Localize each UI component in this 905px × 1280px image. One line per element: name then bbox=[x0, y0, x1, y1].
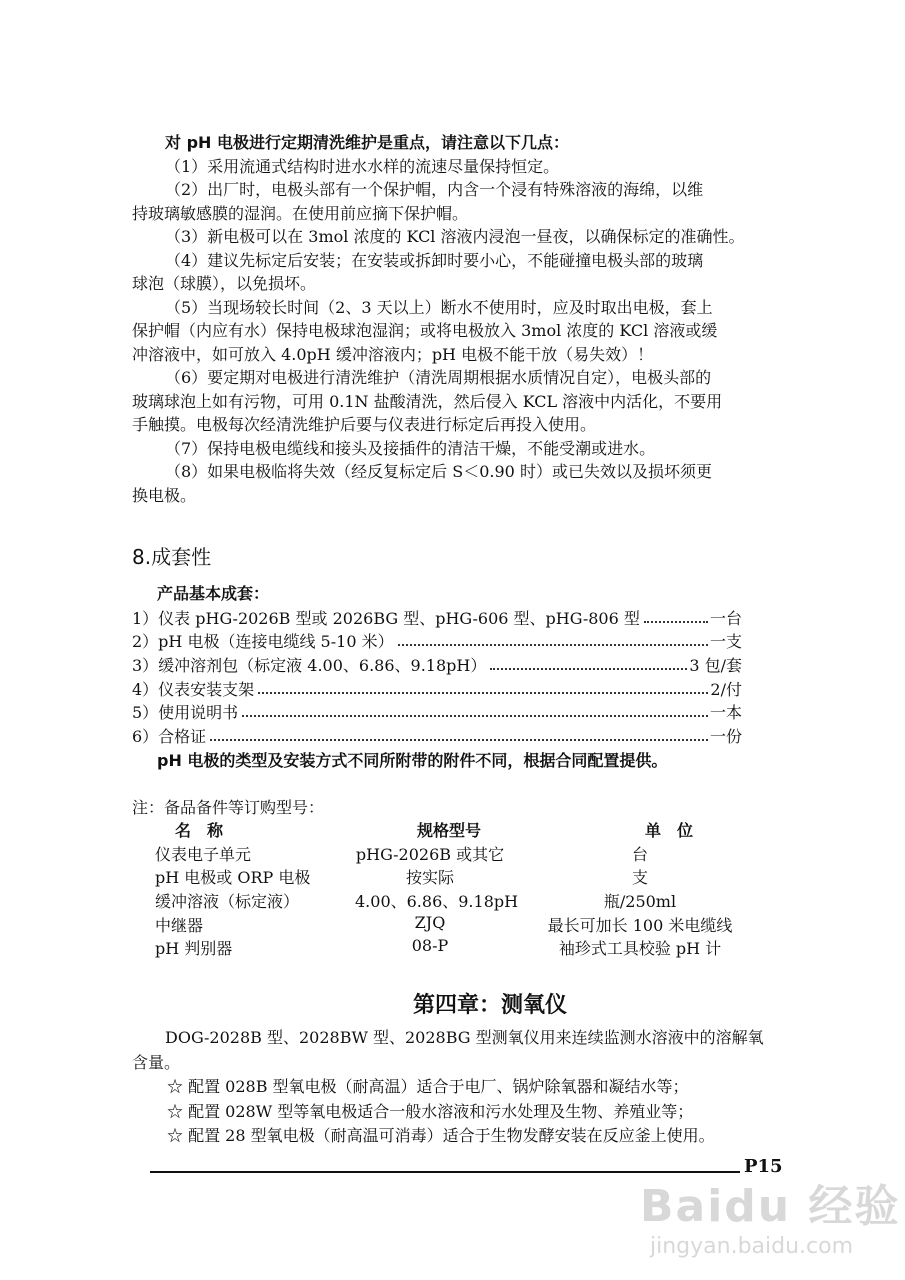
page-number: P15 bbox=[744, 1156, 783, 1177]
paragraph-line: DOG-2028B 型、2028BW 型、2028BG 型测氧仪用来连续监测水溶液中的溶解氧 bbox=[165, 1028, 764, 1047]
kit-item-qty: 2/付 bbox=[710, 679, 742, 699]
dot-leader bbox=[398, 644, 708, 646]
kit-note: pH 电极的类型及安装方式不同所附带的附件不同，根据合同配置提供。 bbox=[157, 751, 668, 770]
paragraph-line: 玻璃球泡上如有污物，可用 0.1N 盐酸清洗，然后侵入 KCL 溶液中内活化，不要用 bbox=[132, 391, 723, 411]
paragraph-line: （8）如果电极临将失效（经反复标定后 S＜0.90 时）或已失效以及损坏须更 bbox=[165, 462, 712, 481]
section-8-title: 8.成套性 bbox=[132, 545, 212, 569]
kit-item-qty: 一份 bbox=[709, 727, 742, 747]
kit-item-qty: 一台 bbox=[709, 608, 742, 628]
kit-item-label: 6）合格证 bbox=[132, 727, 207, 747]
table-cell: 袖珍式工具校验 pH 计 bbox=[558, 939, 722, 959]
maintenance-heading: 对 pH 电极进行定期清洗维护是重点，请注意以下几点： bbox=[165, 133, 569, 152]
table-row bbox=[155, 936, 775, 960]
paragraph-line: （5）当现场较长时间（2、3 天以上）断水不使用时，应及时取出电极，套上 bbox=[165, 297, 713, 317]
header-unit: 单 位 bbox=[645, 821, 694, 840]
table-cell: 08-P bbox=[411, 936, 449, 956]
bullet-line: ☆ 配置 028B 型氧电极（耐高温）适合于电厂、锅炉除氧器和凝结水等； bbox=[167, 1077, 689, 1096]
paragraph-line: （7）保持电极电缆线和接头及接插件的清洁干燥，不能受潮或进水。 bbox=[165, 438, 656, 458]
kit-item bbox=[132, 723, 742, 747]
maintenance-section bbox=[132, 131, 782, 505]
paragraph-line: 冲溶液中，如可放入 4.0pH 缓冲溶液内；pH 电极不能干放（易失效）！ bbox=[132, 344, 654, 364]
table-cell: 按实际 bbox=[405, 868, 454, 888]
kit-item bbox=[132, 652, 742, 676]
table-row bbox=[155, 889, 775, 913]
kit-item-label: 4）仪表安装支架 bbox=[132, 679, 255, 699]
kit-item-qty: 3 包/套 bbox=[689, 656, 742, 676]
paragraph-line: （6）要定期对电极进行清洗维护（清洗周期根据水质情况自定），电极头部的 bbox=[165, 368, 712, 387]
table-cell: 最长可加长 100 米电缆线 bbox=[547, 915, 733, 935]
table-cell: pHG-2026B 或其它 bbox=[355, 844, 505, 864]
kit-item-qty: 一支 bbox=[709, 632, 742, 652]
chapter-4-title: 第四章：测氧仪 bbox=[412, 993, 567, 1018]
table-cell: pH 电极或 ORP 电极 bbox=[155, 868, 311, 888]
spares-title: 注：备品备件等订购型号： bbox=[132, 798, 325, 817]
chapter-4-body bbox=[132, 1026, 764, 1149]
dot-leader bbox=[242, 715, 708, 717]
kit-item bbox=[132, 605, 742, 629]
kit-item-label: 2）pH 电极（连接电缆线 5-10 米） bbox=[132, 632, 394, 652]
paragraph-line: 保护帽（内应有水）保持电极球泡湿润；或将电极放入 3mol 浓度的 KCl 溶液或缓 bbox=[132, 321, 718, 340]
table-row bbox=[155, 865, 775, 889]
table-row bbox=[155, 842, 775, 866]
bullet-line: ☆ 配置 028W 型等氧电极适合一般水溶液和污水处理及生物、养殖业等； bbox=[167, 1101, 694, 1121]
baidu-watermark bbox=[640, 1170, 900, 1259]
watermark-brand: Baidu 经验 bbox=[640, 1181, 901, 1232]
kit-list bbox=[132, 605, 742, 747]
dot-leader bbox=[644, 621, 708, 623]
kit-item-qty: 一本 bbox=[709, 703, 742, 723]
paragraph-line: 换电极。 bbox=[132, 485, 197, 505]
paragraph-line: （1）采用流通式结构时进水水样的流速尽量保持恒定。 bbox=[165, 156, 560, 176]
kit-item bbox=[132, 676, 742, 700]
paragraph-line: 手触摸。电极每次经清洗维护后要与仪表进行标定后再投入使用。 bbox=[132, 415, 597, 434]
dot-leader bbox=[490, 668, 687, 670]
kit-item bbox=[132, 700, 742, 724]
kit-item bbox=[132, 629, 742, 653]
watermark-url: jingyan.baidu.com bbox=[650, 1234, 854, 1259]
table-row bbox=[155, 913, 775, 937]
table-cell: 瓶/250ml bbox=[603, 892, 677, 912]
table-cell: ZJQ bbox=[414, 912, 446, 932]
kit-item-label: 3）缓冲溶剂包（标定液 4.00、6.86、9.18pH） bbox=[132, 656, 487, 676]
dot-leader bbox=[258, 692, 708, 694]
paragraph-line: （4）建议先标定后安装；在安装或拆卸时要小心，不能碰撞电极头部的玻璃 bbox=[165, 250, 704, 270]
table-cell: 支 bbox=[631, 868, 648, 888]
bullet-line: ☆ 配置 28 型氧电极（耐高温可消毒）适合于生物发酵安装在反应釜上使用。 bbox=[167, 1126, 715, 1145]
dot-leader bbox=[210, 739, 708, 741]
kit-subtitle: 产品基本成套： bbox=[157, 584, 270, 603]
table-cell: 仪表电子单元 bbox=[155, 844, 252, 864]
kit-item-label: 1）仪表 pHG-2026B 型或 2026BG 型、pHG-606 型、pHG-806 型 bbox=[132, 608, 640, 628]
table-cell: 中继器 bbox=[155, 915, 204, 935]
kit-item-label: 5）使用说明书 bbox=[132, 703, 239, 723]
table-cell: 4.00、6.86、9.18pH bbox=[355, 892, 519, 912]
paragraph-line: 球泡（球膜），以免损坏。 bbox=[132, 274, 317, 293]
paragraph-line: 持玻璃敏感膜的湿润。在使用前应摘下保护帽。 bbox=[132, 203, 469, 223]
header-spec: 规格型号 bbox=[417, 821, 482, 840]
table-cell: pH 判别器 bbox=[155, 939, 233, 959]
table-cell: 台 bbox=[631, 844, 648, 864]
paragraph-line: （2）出厂时，电极头部有一个保护帽，内含一个浸有特殊溶液的海绵，以维 bbox=[165, 180, 704, 199]
spares-table bbox=[155, 818, 775, 960]
table-header bbox=[155, 818, 775, 842]
paragraph-line: （3）新电极可以在 3mol 浓度的 KCl 溶液内浸泡一昼夜，以确保标定的准确性。 bbox=[165, 227, 745, 246]
table-cell: 缓冲溶液（标定液） bbox=[155, 892, 300, 912]
header-name: 名 称 bbox=[175, 821, 224, 840]
paragraph-line: 含量。 bbox=[132, 1052, 181, 1072]
